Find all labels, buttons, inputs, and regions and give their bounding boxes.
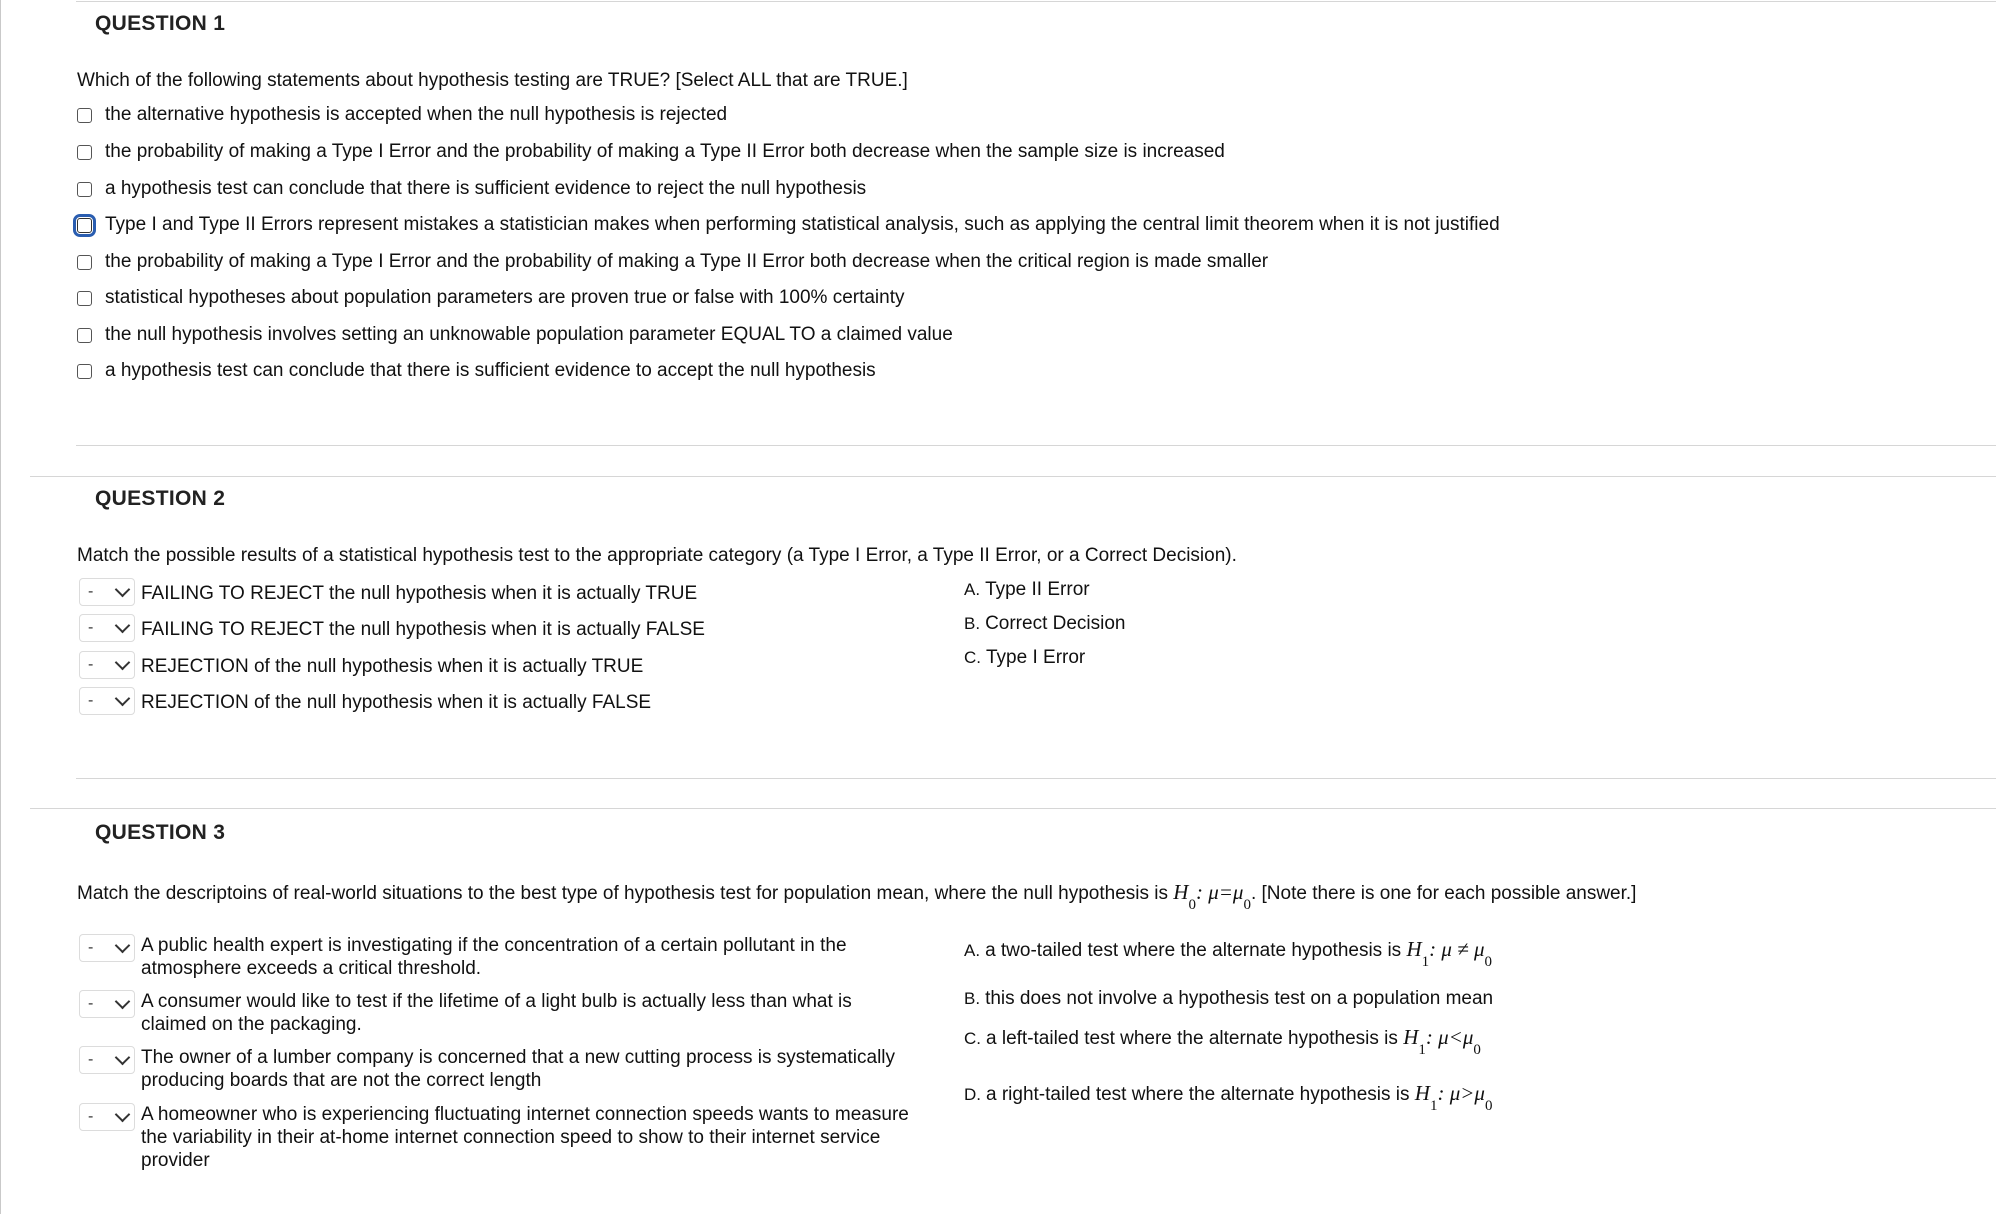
q3-answer-d-h-sub: 1 bbox=[1429, 1098, 1438, 1114]
q3-answer-d-letter: D. bbox=[964, 1085, 981, 1104]
q2-answer-a bbox=[964, 579, 1090, 601]
q3-answer-d-text: a right-tailed test where the alternate hypothesis is bbox=[986, 1084, 1410, 1105]
chevron-down-icon bbox=[115, 937, 131, 953]
q2-select-4-value: - bbox=[88, 692, 94, 709]
q3-top-divider bbox=[30, 808, 1996, 809]
q1-option-2[interactable] bbox=[77, 136, 1225, 168]
q1-checkbox-2[interactable] bbox=[77, 145, 92, 160]
q2-item-1: FAILING TO REJECT the null hypothesis when it is actually TRUE bbox=[141, 583, 698, 604]
q3-item-4-line-1: A homeowner who is experiencing fluctuating internet connection speeds wants to measure bbox=[141, 1104, 909, 1125]
q3-match-row-4 bbox=[79, 1103, 959, 1172]
q1-end-divider bbox=[76, 445, 1996, 446]
q2-match-row-4 bbox=[79, 691, 959, 715]
q2-answer-b-letter: B. bbox=[964, 614, 981, 633]
q1-option-2-label: the probability of making a Type I Error and the probability of making a Type II Error both decrease when the sample size is increased bbox=[105, 141, 1225, 162]
q2-select-3[interactable] bbox=[79, 651, 135, 679]
q1-option-4-label: Type I and Type II Errors represent mistakes a statistician makes when performing statistical analysis, such as applying the central limit theorem when it is not justified bbox=[105, 214, 1500, 235]
q3-answer-a-rel-sub: 0 bbox=[1484, 954, 1492, 970]
q2-select-2[interactable] bbox=[79, 614, 135, 642]
q1-option-3[interactable] bbox=[77, 173, 866, 205]
q3-select-3-value: - bbox=[88, 1051, 94, 1068]
q3-answer-d-rel-sub: 0 bbox=[1484, 1098, 1493, 1114]
q1-option-5[interactable] bbox=[77, 246, 1268, 278]
question-2-prompt: Match the possible results of a statistical hypothesis test to the appropriate category (a Type I Error, a Type II Error, or a Correct Decision). bbox=[77, 545, 1237, 566]
q3-null-h-sub: 0 bbox=[1188, 897, 1196, 913]
q1-checkbox-7[interactable] bbox=[77, 328, 92, 343]
q2-select-2-value: - bbox=[88, 619, 94, 636]
q2-answer-b bbox=[964, 613, 1126, 635]
q2-item-4: REJECTION of the null hypothesis when it is actually FALSE bbox=[141, 692, 652, 713]
q1-option-6-label: statistical hypotheses about population parameters are proven true or false with 100% certainty bbox=[105, 287, 905, 308]
chevron-down-icon bbox=[115, 1049, 131, 1065]
q1-option-3-label: a hypothesis test can conclude that there is sufficient evidence to reject the null hypothesis bbox=[105, 178, 867, 199]
q3-answer-c-rel: : μ<μ bbox=[1425, 1025, 1474, 1049]
question-1-title: QUESTION 1 bbox=[95, 12, 226, 35]
q3-item-1 bbox=[141, 934, 847, 980]
q1-checkbox-3[interactable] bbox=[77, 182, 92, 197]
q3-answer-c-letter: C. bbox=[964, 1029, 981, 1048]
q2-answer-a-text: Type II Error bbox=[985, 579, 1090, 600]
q2-answer-b-text: Correct Decision bbox=[985, 613, 1126, 634]
q3-answer-a bbox=[964, 937, 1492, 970]
q2-select-1[interactable] bbox=[79, 578, 135, 606]
left-border bbox=[0, 0, 1, 1214]
q2-select-4[interactable] bbox=[79, 687, 135, 715]
q3-answer-c-h: H bbox=[1403, 1025, 1419, 1049]
q2-item-2: FAILING TO REJECT the null hypothesis when it is actually FALSE bbox=[141, 619, 705, 640]
q2-match-row-2 bbox=[79, 618, 959, 642]
q3-match-row-1 bbox=[79, 934, 959, 980]
q3-answer-b-letter: B. bbox=[964, 989, 981, 1008]
q3-item-3 bbox=[141, 1046, 895, 1092]
q1-option-8-label: a hypothesis test can conclude that there is sufficient evidence to accept the null hypothesis bbox=[105, 360, 876, 381]
q2-match-row-3 bbox=[79, 655, 959, 679]
q2-answer-c bbox=[964, 647, 1085, 669]
q3-prompt-end: [Note there is one for each possible answer.] bbox=[1261, 883, 1637, 904]
chevron-down-icon bbox=[115, 993, 131, 1009]
q1-checkbox-5[interactable] bbox=[77, 255, 92, 270]
q2-top-divider bbox=[30, 476, 1996, 477]
question-1-prompt: Which of the following statements about hypothesis testing are TRUE? [Select ALL that are TRUE.] bbox=[77, 70, 908, 91]
q3-item-3-line-2: producing boards that are not the correct length bbox=[141, 1070, 542, 1091]
q1-checkbox-1[interactable] bbox=[77, 108, 92, 123]
q3-answer-a-text: a two-tailed test where the alternate hypothesis is bbox=[985, 940, 1402, 961]
chevron-down-icon bbox=[115, 654, 131, 670]
question-3-prompt bbox=[77, 880, 1637, 913]
q1-checkbox-8[interactable] bbox=[77, 364, 92, 379]
q3-answer-d-h: H bbox=[1414, 1081, 1430, 1105]
chevron-down-icon bbox=[115, 617, 131, 633]
q3-answer-c-h-sub: 1 bbox=[1418, 1042, 1426, 1058]
q1-checkbox-6[interactable] bbox=[77, 291, 92, 306]
q3-item-1-line-1: A public health expert is investigating if the concentration of a certain pollutant in the bbox=[141, 935, 847, 956]
q1-option-1[interactable] bbox=[77, 99, 727, 131]
q3-item-4 bbox=[141, 1103, 909, 1172]
q3-answer-d-rel: : μ>μ bbox=[1437, 1081, 1485, 1105]
q3-null-eq: : μ=μ bbox=[1195, 880, 1244, 904]
q1-checkbox-4[interactable] bbox=[77, 218, 92, 233]
q2-match-row-1 bbox=[79, 582, 959, 606]
q1-option-1-label: the alternative hypothesis is accepted when the null hypothesis is rejected bbox=[105, 104, 728, 125]
q3-answer-a-h: H bbox=[1406, 937, 1422, 961]
q3-select-3[interactable] bbox=[79, 1046, 135, 1074]
q2-item-3: REJECTION of the null hypothesis when it is actually TRUE bbox=[141, 656, 644, 677]
q3-answer-c-rel-sub: 0 bbox=[1473, 1042, 1481, 1058]
q3-item-2-line-1: A consumer would like to test if the lifetime of a light bulb is actually less than what is bbox=[141, 991, 852, 1012]
q3-prompt-start: Match the descriptoins of real-world situations to the best type of hypothesis test for population mean, where the null hypothesis is bbox=[77, 883, 1168, 904]
q3-answer-a-h-sub: 1 bbox=[1421, 954, 1430, 970]
q3-item-3-line-1: The owner of a lumber company is concerned that a new cutting process is systematically bbox=[141, 1047, 896, 1068]
q1-option-8[interactable] bbox=[77, 355, 876, 387]
q3-match-row-2 bbox=[79, 990, 959, 1036]
q3-select-4-value: - bbox=[88, 1108, 94, 1125]
q1-option-7-label: the null hypothesis involves setting an unknowable population parameter EQUAL TO a claimed value bbox=[105, 324, 953, 345]
q3-select-2-value: - bbox=[88, 995, 94, 1012]
top-divider bbox=[76, 1, 1996, 2]
q2-answer-c-text: Type I Error bbox=[986, 647, 1086, 668]
q1-option-6[interactable] bbox=[77, 282, 905, 314]
q3-select-1-value: - bbox=[88, 939, 94, 956]
q3-item-2-line-2: claimed on the packaging. bbox=[141, 1014, 362, 1035]
q3-answer-c-text: a left-tailed test where the alternate hypothesis is bbox=[986, 1028, 1398, 1049]
q1-option-4[interactable] bbox=[77, 209, 1500, 241]
q3-item-4-line-3: provider bbox=[141, 1150, 210, 1171]
q3-null-h: H bbox=[1173, 880, 1189, 904]
q3-null-eq-sub: 0 bbox=[1243, 897, 1251, 913]
q3-answer-b-text: this does not involve a hypothesis test on a population mean bbox=[985, 988, 1494, 1009]
q3-item-2 bbox=[141, 990, 852, 1036]
q3-answer-a-letter: A. bbox=[964, 941, 981, 960]
q3-match-row-3 bbox=[79, 1046, 959, 1092]
q2-select-1-value: - bbox=[88, 583, 94, 600]
q3-answer-a-rel: : μ ≠ μ bbox=[1429, 937, 1485, 961]
chevron-down-icon bbox=[115, 690, 131, 706]
q1-option-7[interactable] bbox=[77, 319, 953, 351]
q3-select-2[interactable] bbox=[79, 990, 135, 1018]
q3-select-4[interactable] bbox=[79, 1103, 135, 1131]
question-2-title: QUESTION 2 bbox=[95, 487, 226, 510]
chevron-down-icon bbox=[115, 1106, 131, 1122]
q2-select-3-value: - bbox=[88, 656, 94, 673]
question-3-title: QUESTION 3 bbox=[95, 821, 226, 844]
q3-item-1-line-2: atmosphere exceeds a critical threshold. bbox=[141, 958, 482, 979]
q3-null-dot: . bbox=[1250, 883, 1257, 904]
q2-answer-c-letter: C. bbox=[964, 648, 981, 667]
q3-answer-b bbox=[964, 988, 1493, 1010]
q2-end-divider bbox=[76, 778, 1996, 779]
q3-select-1[interactable] bbox=[79, 934, 135, 962]
chevron-down-icon bbox=[115, 581, 131, 597]
q3-answer-d bbox=[964, 1081, 1493, 1114]
q2-answer-a-letter: A. bbox=[964, 580, 981, 599]
q3-answer-c bbox=[964, 1025, 1481, 1058]
q1-option-5-label: the probability of making a Type I Error and the probability of making a Type II Error both decrease when the critical region is made smaller bbox=[105, 251, 1269, 272]
q3-item-4-line-2: the variability in their at-home internet connection speed to show to their internet service bbox=[141, 1127, 881, 1148]
